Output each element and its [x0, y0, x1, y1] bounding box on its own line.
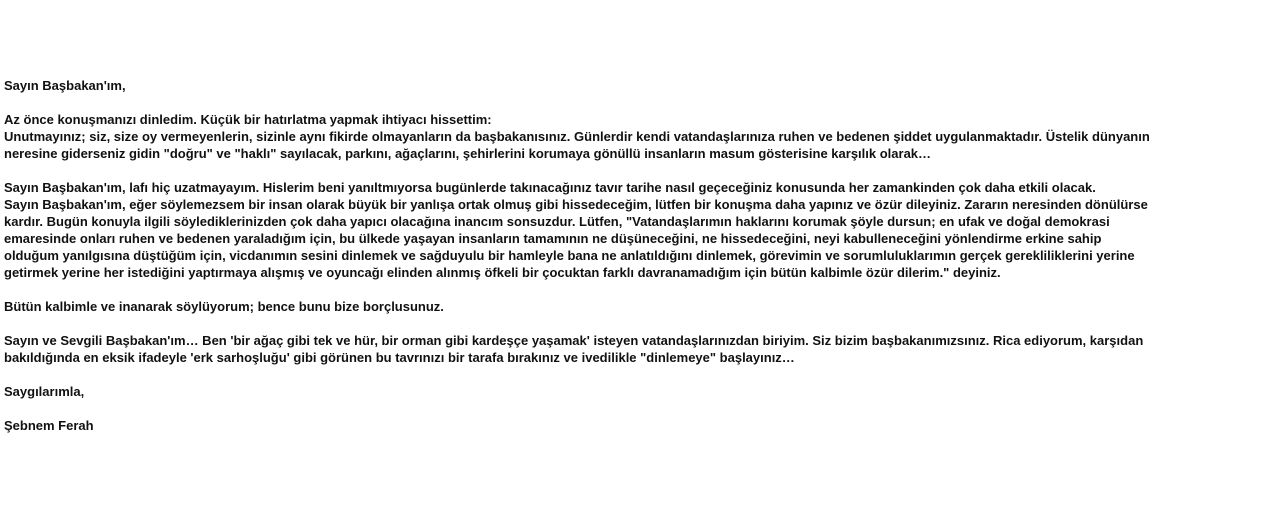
paragraph-4-line: Sayın ve Sevgili Başbakan'ım… Ben 'bir ağaç gibi tek ve hür, bir orman gibi kardeşçe yaşamak' isteyen vatandaşlarınızdan biriyim. Siz bizim başbakanımızsınız. Rica ediyorum, karşıdan [4, 333, 1144, 348]
paragraph-2-line: kardır. Bugün konuyla ilgili söylediklerinizden çok daha yapıcı olacağına inancım sonsuzdur. Lütfen, "Vatandaşlarımın haklarını korumak şöyle dursun; en ufak ve doğal demokrasi [4, 214, 1110, 229]
closing [4, 383, 1272, 400]
paragraph-2-line: olduğum yanılgısına düştüğüm için, vicdanımın sesini dinlemek ve sağduyulu bir hamleyle bana ne anlatıldığını dinlemek, görevimin ve sorumluluklarımın gerçek gerekliliklerini yerine [4, 248, 1135, 263]
paragraph-2-line: Sayın Başbakan'ım, eğer söylemezsem bir insan olarak büyük bir yanlışa ortak olmuş gibi hissedeceğim, lütfen bir konuşma daha yapınız ve özür dileyiniz. Zararın neresinden dönülürse [4, 197, 1148, 212]
closing-line: Saygılarımla, [4, 384, 85, 399]
paragraph-2-line: emaresinde onları ruhen ve bedenen yaraladığım için, bu ülkede yaşayan insanların tamamının ne düşüneceğini, ne hissedeceğini, neyi kabulleneceğini yönlendirme erkine sahip [4, 231, 1102, 246]
letter-body [4, 77, 1272, 451]
paragraph-3 [4, 298, 1272, 315]
greeting-line: Sayın Başbakan'ım, [4, 78, 126, 93]
paragraph-1 [4, 111, 1272, 162]
paragraph-4-line: bakıldığında en eksik ifadeyle 'erk sarhoşluğu' gibi görünen bu tavrınızı bir tarafa bırakınız ve ivedilikle "dinlemeye" başlayınız… [4, 350, 795, 365]
paragraph-3-line: Bütün kalbimle ve inanarak söylüyorum; bence bunu bize borçlusunuz. [4, 299, 444, 314]
signature-name: Şebnem Ferah [4, 418, 94, 433]
greeting [4, 77, 1272, 94]
paragraph-2 [4, 179, 1272, 281]
paragraph-1-line: neresine giderseniz gidin "doğru" ve "haklı" sayılacak, parkını, ağaçlarını, şehirlerini korumaya gönüllü insanların masum gösterisine karşılık olarak… [4, 146, 932, 161]
paragraph-2-line: Sayın Başbakan'ım, lafı hiç uzatmayayım. Hislerim beni yanıltmıyorsa bugünlerde takınacağınız tavır tarihe nasıl geçeceğiniz konusunda her zamankinden çok daha etkili olacak. [4, 180, 1096, 195]
paragraph-4 [4, 332, 1272, 366]
paragraph-1-line: Unutmayınız; siz, size oy vermeyenlerin, sizinle aynı fikirde olmayanların da başbakanısınız. Günlerdir kendi vatandaşlarınıza ruhen ve bedenen şiddet uygulanmaktadır. Üstelik dünyanın [4, 129, 1150, 144]
signature [4, 417, 1272, 434]
paragraph-1-line: Az önce konuşmanızı dinledim. Küçük bir hatırlatma yapmak ihtiyacı hissettim: [4, 112, 492, 127]
paragraph-2-line: getirmek yerine her istediğini yaptırmaya alışmış ve oyuncağı elinden alınmış öfkeli bir çocuktan farklı davranamadığım için bütün kalbimle özür dilerim." deyiniz. [4, 265, 1001, 280]
